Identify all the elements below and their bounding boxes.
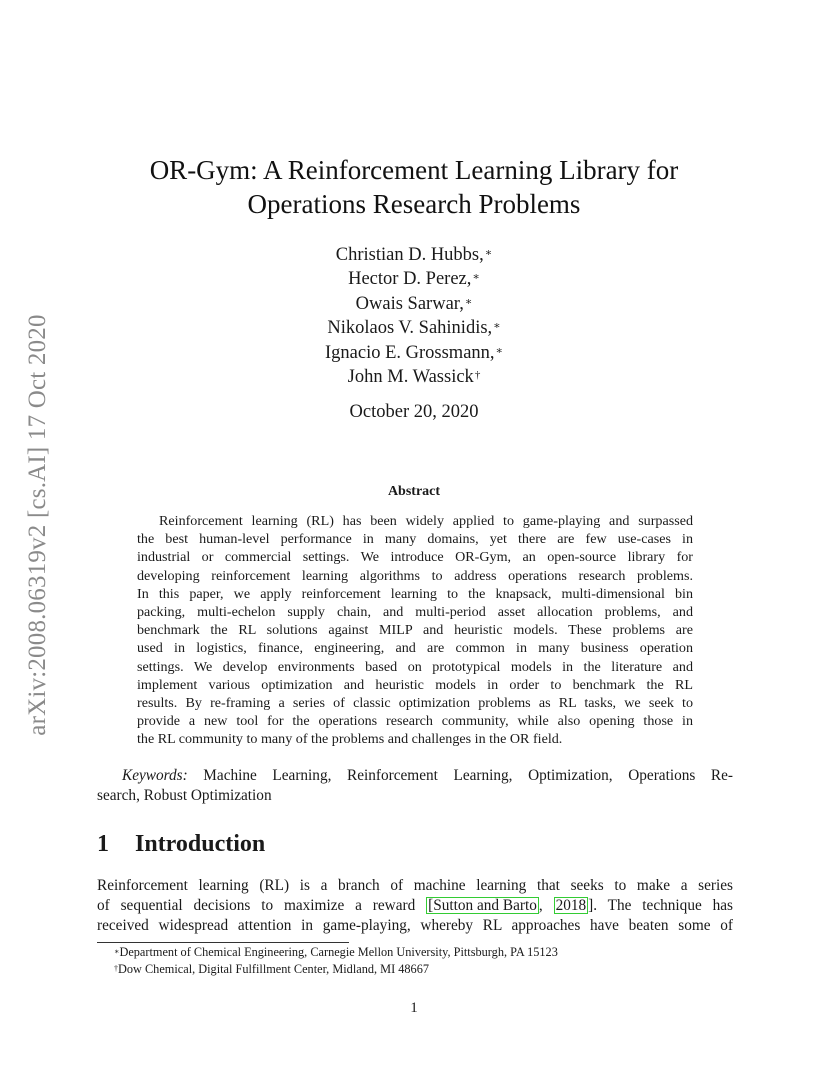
footnote [114,961,558,978]
citation-year: 2018 [555,896,587,914]
publication-date: October 20, 2020 [349,402,479,422]
author-name: Christian D. Hubbs, [335,245,484,265]
footnote [114,944,558,961]
footnote-mark: ∗ [114,947,120,956]
affiliation-mark: † [474,369,481,382]
footnote-text: Department of Chemical Engineering, Carnegie Mellon University, Pittsburgh, PA 15123 [119,945,558,959]
keywords-line [97,766,733,786]
footnote-mark: † [114,964,118,973]
author [0,341,828,365]
abstract-line: settings. We develop environments based on prototypical models in the literature and [137,658,693,675]
intro-paragraph [97,876,733,935]
author-name: Hector D. Perez, [348,269,472,290]
abstract-body [137,512,693,749]
intro-text: . The technique has [593,896,733,914]
intro-line: of sequential decisions to maximize a reward [Sutton and Barto , 2018 ]. The technique has [97,896,733,914]
author-name: Ignacio E. Grossmann, [324,342,495,363]
author-name: Nikolaos V. Sahinidis, [327,318,493,339]
section-title: Introduction [135,831,266,857]
affiliation-mark: ∗ [484,247,493,259]
section-heading [97,831,265,858]
abstract-line: the RL community to many of the problems and challenges in the OR field. [137,731,563,748]
citation-link[interactable]: [Sutton and Barto [428,896,537,914]
paper-title [0,153,828,221]
abstract-line: packing, multi-echelon supply chain, and multi-period asset allocation problems, and [137,604,693,621]
abstract-line: the best human-level performance in many domains, yet there are few use-cases in [137,531,693,548]
citation-author: Sutton and Barto [433,896,537,914]
abstract-line: used in logistics, finance, engineering, and are common in many business operation [137,640,693,657]
page-number: 1 [410,1000,418,1016]
arxiv-identifier[interactable]: arXiv:2008.06319v2 [cs.AI] 17 Oct 2020 [24,314,51,736]
section-number: 1 [97,831,109,857]
author [0,267,828,291]
keywords-label: Keywords: [122,767,188,784]
author-name: Owais Sarwar, [355,293,464,314]
author-list [0,243,828,389]
abstract-line: benchmark the RL solutions against MILP and heuristic models. These problems are [137,622,693,639]
keywords-text: Machine Learning, Reinforcement Learning, Optimization, Operations Re- [203,767,733,784]
affiliation-mark: ∗ [495,344,504,357]
abstract-line: results. By re-framing a series of classic optimization problems as RL tasks, we seek to [137,695,693,712]
keywords [97,766,733,806]
abstract-line: developing reinforcement learning algorithms to address operations research problems. [137,567,693,584]
footnote-divider [97,942,349,943]
abstract-line: In this paper, we apply reinforcement learning to the knapsack, multi-dimensional bin [137,585,693,602]
intro-line: Reinforcement learning (RL) is a branch of machine learning that seeks to make a series [97,877,733,894]
title-line-2: Operations Research Problems [247,189,581,219]
abstract-line: provide a new tool for the operations research community, while also opening those in [137,713,693,730]
intro-line: received widespread attention in game-playing, whereby RL approaches have beaten some of [97,916,733,934]
title-line-1: OR-Gym: A Reinforcement Learning Library for [149,155,679,185]
affiliation-mark: ∗ [464,295,473,308]
abstract-line: industrial or commercial settings. We introduce OR-Gym, an open-source library for [137,549,693,566]
author-name: John M. Wassick [347,367,474,388]
abstract-line: Reinforcement learning (RL) has been widely applied to game-playing and surpassed [159,513,693,529]
affiliation-mark: ∗ [493,320,501,333]
keywords-line: search, Robust Optimization [97,787,272,804]
citation-year-link[interactable] [554,897,589,914]
author [0,292,828,316]
footnotes [114,944,558,978]
author [0,365,828,389]
footnote-text: Dow Chemical, Digital Fulfillment Center, Midland, MI 48667 [118,962,429,976]
abstract-heading: Abstract [387,484,441,499]
author [0,316,828,340]
citation-separator: , [538,896,554,914]
author [0,243,828,267]
abstract-line: implement various optimization and heuristic models in order to benchmark the RL [137,676,693,693]
intro-text: of sequential decisions to maximize a reward [97,896,427,914]
affiliation-mark: ∗ [472,271,480,284]
